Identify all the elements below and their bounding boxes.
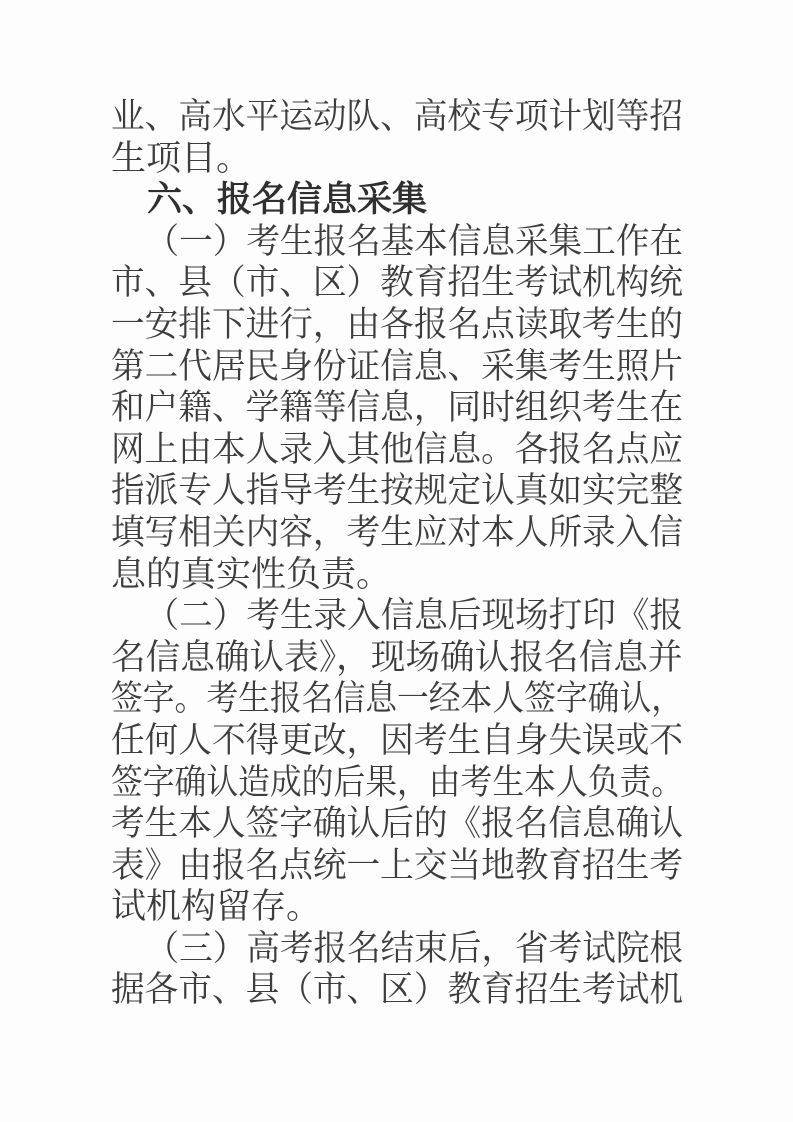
text-line: 考生本人签字确认后的《报名信息确认 <box>111 804 683 844</box>
text-line: 息的真实性负责。 <box>111 554 392 594</box>
text-line: 任何人不得更改，因考生自身失误或不 <box>111 720 683 760</box>
document-text-block <box>111 96 683 1011</box>
text-line: 据各市、县（市、区）教育招生考试机 <box>111 970 683 1010</box>
text-line: （一）考生报名基本信息采集工作在 <box>145 221 683 261</box>
text-line: 一安排下进行，由各报名点读取考生的 <box>111 304 683 344</box>
text-line: 表》由报名点统一上交当地教育招生考 <box>111 845 683 885</box>
section-heading: 六、报名信息采集 <box>147 180 428 220</box>
text-line: 名信息确认表》，现场确认报名信息并 <box>111 637 683 677</box>
text-line: 生项目。 <box>111 138 252 178</box>
text-line: （三）高考报名结束后，省考试院根 <box>145 928 683 968</box>
text-line: 指派专人指导考生按规定认真如实完整 <box>111 471 683 511</box>
text-line: 网上由本人录入其他信息。各报名点应 <box>111 429 683 469</box>
text-line: 市、县（市、区）教育招生考试机构统 <box>111 263 683 303</box>
text-line: 试机构留存。 <box>111 887 322 927</box>
text-line: 业、高水平运动队、高校专项计划等招 <box>111 97 683 136</box>
text-line: 和户籍、学籍等信息，同时组织考生在 <box>111 388 683 428</box>
text-line: 签字。考生报名信息一经本人签字确认， <box>111 679 683 719</box>
text-line: （二）考生录入信息后现场打印《报 <box>145 596 683 636</box>
text-line: 填写相关内容，考生应对本人所录入信 <box>111 512 683 552</box>
text-line: 第二代居民身份证信息、采集考生照片 <box>111 346 683 386</box>
text-line: 签字确认造成的后果，由考生本人负责。 <box>111 762 683 802</box>
